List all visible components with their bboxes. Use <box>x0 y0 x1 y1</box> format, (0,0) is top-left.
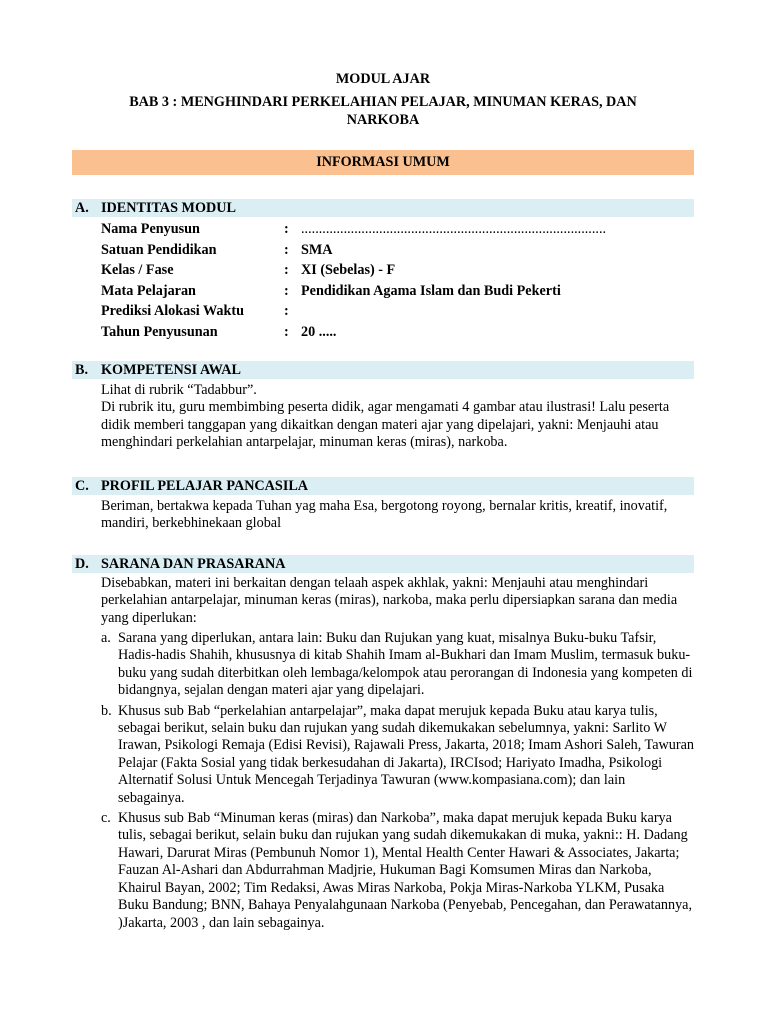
identity-value: ...................................................................................... <box>301 221 607 237</box>
section-d-paragraph: Disebabkan, materi ini berkaitan dengan telaah aspek akhlak, yakni: Menjauhi atau menghindari perkelahian antarpelajar, minuman keras (miras), narkoba, maka perlu dipersiapkan sarana dan media yang diperlukan: <box>101 575 678 626</box>
section-b-paragraph: Di rubrik itu, guru membimbing peserta didik, agar mengamati 4 gambar atau ilustrasi! Lalu peserta didik memberi tanggapan yang dikaitkan dengan materi ajar yang dipelajari, yakni: Menjauhi atau menghindari perkelahian antarpelajar, minuman keras (miras), narkoba. <box>101 399 670 451</box>
document-title: MODUL AJAR <box>335 71 431 87</box>
list-marker: a. <box>101 630 111 646</box>
section-b-header <box>72 361 694 379</box>
section-c-body <box>101 498 694 533</box>
section-c-title: PROFIL PELAJAR PANCASILA <box>101 478 309 494</box>
section-b-paragraph: Lihat di rubrik “Tadabbur”. <box>101 382 257 398</box>
identity-label: Tahun Penyusunan <box>101 323 218 340</box>
identity-colon: : <box>284 323 289 340</box>
identity-label: Prediksi Alokasi Waktu <box>101 303 244 319</box>
identity-row <box>101 322 694 343</box>
general-info-banner: INFORMASI UMUM <box>72 150 694 175</box>
identity-colon: : <box>284 262 289 278</box>
chapter-title-line1: BAB 3 : MENGHINDARI PERKELAHIAN PELAJAR, MINUMAN KERAS, DAN <box>129 94 637 111</box>
identity-row <box>101 301 694 322</box>
document-header <box>72 71 694 129</box>
section-a-header <box>72 199 694 217</box>
identity-colon: : <box>284 241 289 258</box>
identity-label: Nama Penyusun <box>101 221 200 237</box>
chapter-title-line2: NARKOBA <box>346 111 420 128</box>
section-d-title: SARANA DAN PRASARANA <box>101 556 286 572</box>
list-item-text: Sarana yang diperlukan, antara lain: Buku dan Rujukan yang kuat, misalnya Buku-buku Tafsir, Hadis-hadis Shahih, khususnya di kitab Shahih Imam al-Bukhari dan Imam Muslim, termasuk buku-buku yang sudah diterbitkan oleh lembaga/kelompok atau perorangan di Indonesia yang kompeten di bidangnya, sejalan dengan materi ajar yang dipelajari. <box>118 630 693 699</box>
section-a-title: IDENTITAS MODUL <box>101 200 236 216</box>
list-item <box>101 703 694 807</box>
identity-colon: : <box>284 221 289 237</box>
section-c-paragraph: Beriman, bertakwa kepada Tuhan yag maha Esa, bergotong royong, bernalar kritis, kreatif, inovatif, mandiri, berkebhinekaan global <box>101 498 668 532</box>
identity-label: Satuan Pendidikan <box>101 241 217 258</box>
section-b-letter: B. <box>75 362 89 378</box>
module-identity-table <box>101 219 694 342</box>
section-d-header <box>72 555 694 573</box>
identity-colon: : <box>284 282 289 299</box>
list-marker: b. <box>101 702 112 719</box>
list-item <box>101 810 694 932</box>
identity-row <box>101 281 694 302</box>
list-marker: c. <box>101 810 111 827</box>
list-item-text: Khusus sub Bab “perkelahian antarpelajar”, maka dapat merujuk kepada Buku atau karya tulis, sebagai berikut, selain buku dan rujukan yang sudah dikemukakan sebelumnya, yakni: Sarlito W Irawan, Psikologi Remaja (Edisi Revisi), Rajawali Press, Jakarta, 2018; Imam Ashori Saleh, Tawuran Pelajar (Fakta Sosial yang tidak berkesudahan di Jakarta), IRCIsod; Hariyato Imadha, Psikologi Alternatif Solusi Untuk Mencegah Terjadinya Tawuran (www.kompasiana.com); dan lain sebagainya. <box>118 702 694 806</box>
identity-row <box>101 260 694 281</box>
identity-value: 20 ..... <box>301 323 337 340</box>
identity-label: Kelas / Fase <box>101 262 174 278</box>
identity-colon: : <box>284 303 289 319</box>
identity-value: XI (Sebelas) - F <box>301 262 396 278</box>
identity-row <box>101 240 694 261</box>
facilities-list <box>101 630 694 935</box>
identity-value: Pendidikan Agama Islam dan Budi Pekerti <box>301 282 561 299</box>
identity-label: Mata Pelajaran <box>101 282 196 299</box>
section-b-body <box>101 382 694 452</box>
list-item-text: Khusus sub Bab “Minuman keras (miras) dan Narkoba”, maka dapat merujuk kepada Buku karya tulis, sebagai berikut, selain buku dan rujukan yang sudah dikemukakan di muka, yakni:: H. Dadang Hawari, Darurat Miras (Pembunuh Nomor 1), Mental Health Center Hawari & Associates, Jakarta; Fauzan Al-Ashari dan Abdurrahman Madjrie, Hukuman Bagi Komsumen Miras dan Narkoba, Khairul Bayan, 2002; Tim Redaksi, Awas Miras Narkoba, Pokja Miras-Narkoba YLKM, Pusaka Buku Bandung; BNN, Bahaya Penyalahgunaan Narkoba (Penyebab, Pencegahan, dan Perawatannya, )Jakarta, 2003 , dan lain sebagainya. <box>118 810 693 931</box>
section-c-letter: C. <box>75 478 89 494</box>
section-c-header <box>72 477 694 495</box>
section-d-letter: D. <box>75 556 89 572</box>
list-item <box>101 630 694 700</box>
section-b-title: KOMPETENSI AWAL <box>101 362 241 378</box>
section-a-letter: A. <box>75 200 89 216</box>
section-d-intro <box>101 575 694 627</box>
identity-row <box>101 219 694 240</box>
identity-value: SMA <box>301 241 333 258</box>
